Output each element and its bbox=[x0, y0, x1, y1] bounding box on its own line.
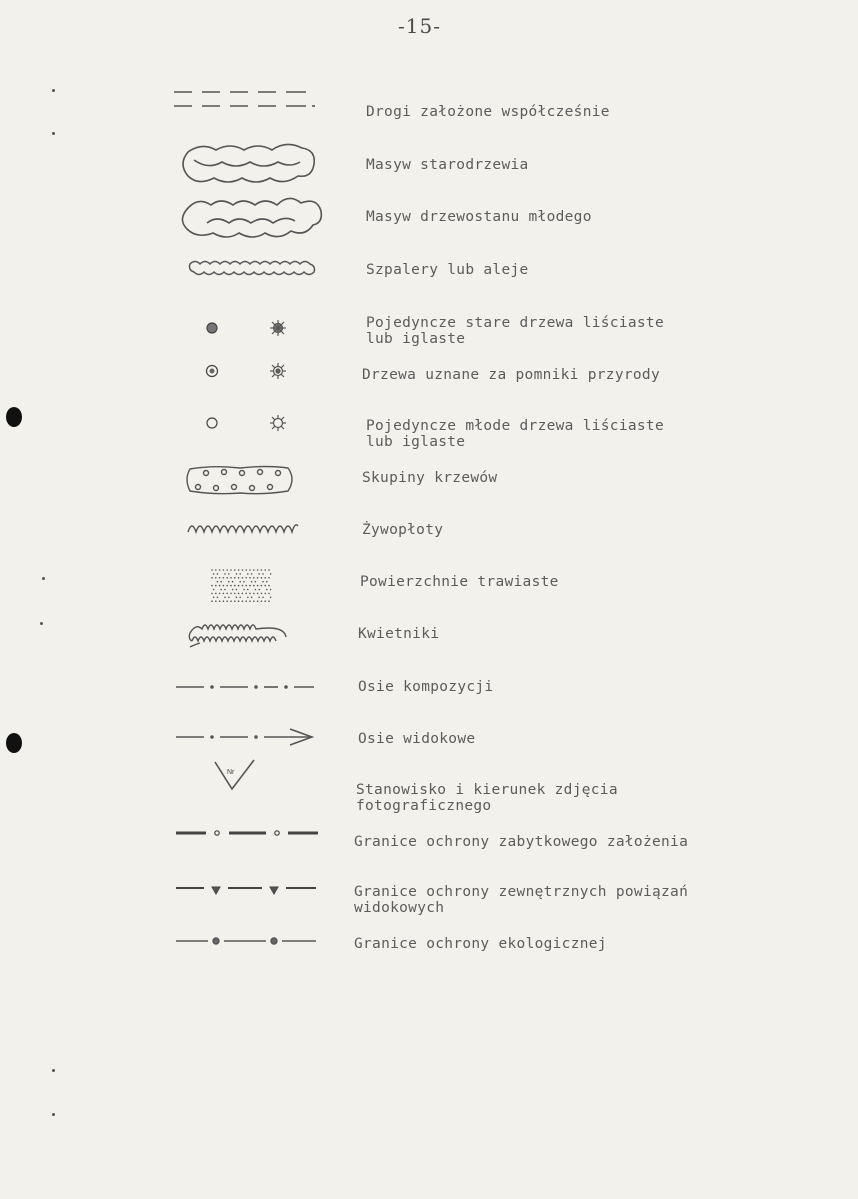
legend-label-young-trees: Pojedyncze młode drzewa liściaste lub iglaste bbox=[366, 418, 664, 450]
margin-speck bbox=[52, 89, 55, 92]
legend-label-flowerbeds: Kwietniki bbox=[358, 626, 440, 642]
dash-dot-line-icon bbox=[174, 678, 316, 697]
flowerbed-wave-icon bbox=[186, 617, 290, 655]
line-dot-icon bbox=[174, 933, 318, 952]
margin-speck bbox=[40, 622, 43, 625]
punch-hole-top bbox=[6, 407, 22, 427]
thick-dash-circle-line-icon bbox=[174, 824, 320, 843]
legend-label-young-stand: Masyw drzewostanu młodego bbox=[366, 209, 592, 225]
margin-speck bbox=[52, 1113, 55, 1116]
dashed-double-line-icon bbox=[172, 86, 317, 116]
shrub-group-outline-icon bbox=[184, 463, 298, 501]
margin-speck bbox=[42, 577, 45, 580]
legend-label-roads: Drogi założone współcześnie bbox=[366, 104, 610, 120]
legend-label-ecological-boundary: Granice ochrony ekologicznej bbox=[354, 936, 607, 952]
legend-label-composition-axes: Osie kompozycji bbox=[358, 679, 494, 695]
margin-speck bbox=[52, 1069, 55, 1072]
line-triangle-icon bbox=[174, 881, 318, 900]
punch-hole-bottom bbox=[6, 733, 22, 753]
margin-speck bbox=[52, 132, 55, 135]
legend-label-old-trees: Pojedyncze stare drzewa liściaste lub iglaste bbox=[366, 315, 664, 347]
v-photo-marker-icon bbox=[212, 758, 258, 796]
open-circle-and-star-icon bbox=[200, 411, 290, 439]
legend-label-photo-station: Stanowisko i kierunek zdjęcia fotograficznego bbox=[356, 782, 618, 814]
legend-label-old-stand: Masyw starodrzewia bbox=[366, 157, 529, 173]
legend-label-avenues: Szpalery lub aleje bbox=[366, 262, 529, 278]
scalloped-band-icon bbox=[186, 258, 316, 282]
legend-label-shrubs: Skupiny krzewów bbox=[362, 470, 498, 486]
legend-label-heritage-boundary: Granice ochrony zabytkowego założenia bbox=[354, 834, 689, 850]
legend-label-monument-trees: Drzewa uznane za pomniki przyrody bbox=[362, 367, 660, 383]
page-number: -15- bbox=[398, 14, 441, 38]
legend-label-view-boundary: Granice ochrony zewnętrznych powiązań widokowych bbox=[354, 884, 689, 916]
legend-label-hedges: Żywopłoty bbox=[362, 522, 444, 538]
dotted-area-icon bbox=[210, 568, 274, 608]
small-cloud-outline-icon bbox=[177, 193, 325, 247]
large-cloud-outline-icon bbox=[178, 140, 320, 194]
ringed-circle-and-star-icon bbox=[200, 359, 290, 387]
legend-label-view-axes: Osie widokowe bbox=[358, 731, 476, 747]
legend-label-grass: Powierzchnie trawiaste bbox=[360, 574, 559, 590]
hedge-wave-icon bbox=[186, 518, 301, 542]
photo-marker-number: Nr bbox=[227, 769, 235, 776]
dash-dot-arrow-icon bbox=[174, 726, 316, 752]
filled-circle-and-star-icon bbox=[200, 316, 290, 344]
